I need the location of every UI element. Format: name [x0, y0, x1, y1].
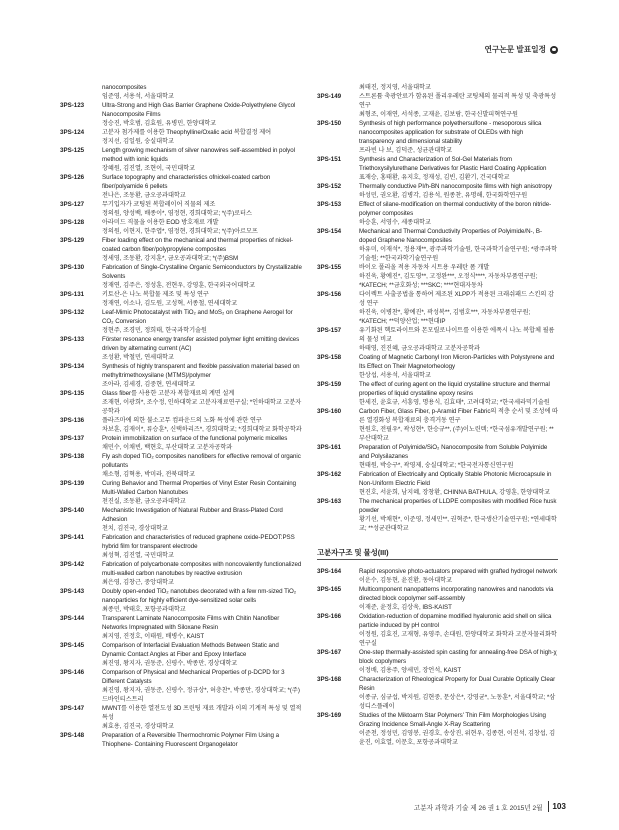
author-list: 정재연, 김주은, 정성훈, 전현우, 강영훈, 한국외국어대학교	[102, 282, 256, 289]
author-list: 하승훈, 서영수, 세종대학교	[359, 219, 431, 226]
program-entry	[317, 497, 558, 533]
author-list: 최종민, 박태호, 포항공과대학교	[102, 606, 186, 613]
program-entry	[60, 263, 303, 290]
author-list: 조성환, 박철민, 연세대학교	[102, 354, 174, 361]
session-code: 3PS-139	[60, 480, 85, 487]
program-entry	[60, 641, 303, 668]
program-entry	[317, 380, 558, 407]
paper-title: Fabrication of polycarbonate composites with noncovalently functionalized multi-walled carbon nanotubes by reactive extrusion	[102, 561, 302, 577]
author-list: 프라빈 나 보, 김덕준, 성균관대학교	[359, 147, 452, 154]
session-code: 3PS-167	[317, 649, 342, 656]
paper-title: Multicomponent nanopatterns incorporating nanowires and nanodots via directed block copolymer self-assembly	[359, 586, 554, 602]
continued-entry	[317, 83, 558, 92]
session-code: 3PS-134	[60, 363, 85, 370]
paper-title: Oxidation-reduction of dopamine modified hyaluronic acid shell on silica particle induced by pH control	[359, 613, 552, 629]
program-entry	[317, 407, 558, 443]
program-entry	[60, 704, 303, 731]
program-entry	[317, 155, 558, 182]
paper-title: Surface topography and characteristics ofnickel-coated carbon fiber/polyamide 6 pellets	[102, 174, 271, 190]
paper-title: Comparison of Interfacial Evaluation Methods Between Static and Dynamic Contact Angles at Fiber and Epoxy Interface	[102, 642, 279, 658]
program-entry	[60, 335, 303, 362]
paper-title: Characterization of Rheological Property for Dual Curable Optically Clear Resin	[359, 676, 556, 692]
session-code: 3PS-162	[317, 471, 342, 478]
page-number: 103	[552, 802, 566, 811]
paper-title: Doubly open-ended TiO₂ nanotubes decorated with a few nm-sized TiO₂ nanoparticles for highly efficient dye-sensitized solar cells	[102, 588, 297, 604]
session-code: 3PS-141	[60, 534, 85, 541]
session-code: 3PS-128	[60, 219, 85, 226]
paper-title: Coating of Magnetic Carbonyl Iron Micron-Particles with Polystyrene and Its Effect on Their Magnetorheology	[359, 354, 555, 370]
author-list: 한세진, 윤효규, 서흥영, 명용식, 김효태*, 고려대학교; *한국세라믹기술원	[359, 399, 550, 406]
paper-title: Preparation of Polyimide/SiO₂ Nanocomposite from Soluble Polyimide and Polysilazanes	[359, 444, 548, 460]
program-entry	[60, 479, 303, 506]
paper-title: Leaf-Mimic Photocatalyst with TiO₂ and MoS₂ on Graphene Aerogel for CO₂ Conversion	[102, 309, 293, 325]
author-list: 정세영, 조동환, 강지훈*, 금오공과대학교; *(주)BSM	[102, 255, 239, 262]
entry-list	[317, 92, 558, 533]
program-entry	[60, 533, 303, 560]
author-list: 하태영, 진진혜, 금오공과대학교 고분자공학과	[359, 345, 480, 352]
program-entry	[60, 452, 303, 479]
program-entry	[317, 119, 558, 155]
program-entry	[60, 434, 303, 452]
author-list: 이종규, 심규섭, 박지원, 김현중, 문상은*, 강영균*, 노동훈*, 서울대학교; *삼성디스플레이	[359, 694, 556, 710]
paper-title: 무기입자가 코팅된 복합레이어 직물의 제조	[102, 201, 216, 208]
paper-title: Carbon Fiber, Glass Fiber, p-Aramid Fiber Fabric의 적층 순서 및 조성에 따른 열경화성 복합재료의 충격거동 연구	[359, 408, 558, 424]
author-list: 정의원, 이현지, 한주엽*, 염정현, 경희대학교; *(주)아르모프	[102, 228, 258, 235]
paper-title: The effect of curing agent on the liquid crystalline structure and thermal properties of liquid crystalline epoxy resins	[359, 381, 550, 397]
author-list: 황기선, 박채현*, 이준영, 정세민**, 권혁준*, 한국생산기술연구원; *연세대학교; **성균관대학교	[359, 516, 557, 532]
session-code: 3PS-127	[60, 201, 85, 208]
program-entry	[60, 362, 303, 389]
paper-title: 스트론튬 축광안료가 함유된 폴리우레탄 코팅체의 물리적 특성 및 축광특성 연구	[359, 93, 557, 109]
program-entry	[60, 236, 303, 263]
author-list: 한상섭, 서용석, 서울대학교	[359, 372, 431, 379]
paper-title: 키토산-은 나노 복합물 제조 및 특성 연구	[102, 291, 209, 298]
paper-title: Ultra-Strong and High Gas Barrier Graphene Oxide-Polyethylene Glycol Nanocomposite Films	[102, 102, 296, 118]
paper-title: Protein immobilization on surface of the functional polymeric micelles	[102, 435, 288, 442]
program-entry	[317, 353, 558, 380]
session-code: 3PS-130	[60, 264, 85, 271]
program-entry	[60, 731, 303, 749]
author-list: 최효용, 김진국, 경상대학교	[102, 723, 174, 730]
session-code: 3PS-151	[317, 156, 342, 163]
paper-title: Fabrication of Single-Crystalline Organic Semiconductors by Crystallizable Solvents	[102, 264, 302, 280]
author-list: 조재현, 이광희*, 조수정, 인하대학교 고분자재료연구실; *인하대학교 고분자공학과	[102, 399, 302, 415]
continued-entry	[60, 83, 303, 101]
session-code: 3PS-126	[60, 174, 85, 181]
paper-title: Mechanical and Thermal Conductivity Properties of Polyimide/N-, B-doped Graphene Nanocomposites	[359, 228, 542, 244]
session-code: 3PS-132	[60, 309, 85, 316]
session-code: 3PS-140	[60, 507, 85, 514]
program-entry	[317, 326, 558, 353]
paper-title: Length growing mechanism of silver nanowires self-assembled in polyol method with ionic liquids	[102, 147, 295, 163]
program-entry	[317, 290, 558, 326]
paper-title: 다이렉트 사출공법을 통하여 제조된 XLPP가 적용된 크래쉬패드 스킨의 감성 연구	[359, 291, 554, 307]
author-list: 현태원, 박승구*, 곽영제, 숭실대학교; *한국전자통신연구원	[359, 462, 514, 469]
left-column	[60, 83, 303, 749]
program-entry	[317, 585, 558, 612]
paper-title: 아라미드 직물을 이용한 EOD 방호재료 개발	[102, 219, 219, 226]
paper-title: Glass fiber를 사용한 고분자 복합재료의 계면 설계	[102, 390, 235, 397]
session-code: 3PS-155	[317, 264, 342, 271]
session-code: 3PS-147	[60, 705, 85, 712]
paper-title: Studies of the Miktoarm Star Polymers' Thin Film Morphologies Using Grazing Incidence Small-Angle X-Ray Scattering	[359, 712, 546, 728]
paper-title: MWNT를 이용한 열전도성 3D 프린팅 재료 개발과 이의 기계적 특성 및 열적 특성	[102, 705, 302, 721]
session-code: 3PS-165	[317, 586, 342, 593]
program-entry	[317, 92, 558, 119]
session-code: 3PS-157	[317, 327, 342, 334]
bullseye-icon	[550, 46, 558, 54]
program-entry	[60, 200, 303, 218]
author-list: 차보훈, 김재이*, 류승훈*, 신택하리즈*, 경희대학교; *경희대학교 화학공학과	[102, 426, 302, 433]
paper-title: Fabrication and characteristics of reduced graphene oxide-PEDOT:PSS hybrid film for transparent electrode	[102, 534, 295, 550]
author-list: 정지선, 김일원, 숭실대학교	[102, 138, 174, 145]
session-code: 3PS-146	[60, 669, 85, 676]
paper-title: Curing Behavior and Thermal Properties of Vinyl Ester Resin Containing Multi-Walled Carbon Nanotubes	[102, 480, 297, 496]
program-entry	[60, 587, 303, 614]
author-list: 이재준, 윤정호, 김상욱, IBS-KAIST	[359, 604, 452, 611]
session-code: 3PS-136	[60, 417, 85, 424]
session-code: 3PS-164	[317, 568, 342, 575]
program-entry	[317, 182, 558, 200]
paper-title: 고분자 첨가제를 이용한 Theophylline/Oxalic acid 복합결정 제어	[102, 129, 272, 136]
program-entry	[317, 263, 558, 290]
paper-title: Comparison of Physical and Mechanical Properties of p-DCPD for 3 Different Catalysts	[102, 669, 285, 685]
author-list: 정의원, 양성백, 배종이*, 염정현, 경희대학교; *(주)로터스	[102, 210, 252, 217]
program-entry	[60, 173, 303, 200]
author-list: 최성혁, 김진열, 국민대학교	[102, 552, 174, 559]
author-list: 채민수, 이채빈, 백현호, 부산대학교 고분자공학과	[102, 444, 233, 451]
author-list: 하유미, 이재석*, 정용재**, 광주과학기술원, 한국과학기술연구원; *광주과학기술원; **한국과학기술연구원	[359, 246, 558, 262]
program-entry	[60, 668, 303, 704]
session-code: 3PS-168	[317, 676, 342, 683]
program-entry	[60, 389, 303, 416]
author-list: 최은영, 김창근, 중앙대학교	[102, 579, 174, 586]
program-entry	[317, 227, 558, 263]
program-entry	[60, 146, 303, 173]
paper-title: Fabrication of Electrically and Optically Stable Photonic Microcapsule in Non-Uniform Electric Field	[359, 471, 552, 487]
paper-title: Synthesis of highly transparent and flexible passivation material based on methyltrimethoxysilane (MTMS)/polymer	[102, 363, 300, 379]
paper-title: Transparent Laminate Nanocomposite Films with Chitin Nanofiber Networks Impregnated with Siloxane Resin	[102, 615, 280, 631]
author-list: 하진욱, 이병찬*, 황예진*, 곽성복**, 김범호***, 자동차부품연구원; *KATECH; **덕양산업; ***현대IP	[359, 309, 531, 325]
session-code: 3PS-154	[317, 228, 342, 235]
program-entry	[317, 711, 558, 747]
program-entry	[60, 218, 303, 236]
author-list: 현진호, 서윤희, 남지혜, 장창환, CHINNA BATHULA, 강영훈, 한양대학교	[359, 489, 551, 496]
author-list: 조아라, 김세경, 김중현, 연세대학교	[102, 381, 195, 388]
session-code: 3PS-142	[60, 561, 85, 568]
program-entry	[60, 308, 303, 335]
author-list: 이정배, 김용주, 양세민, 장언석, KAIST	[359, 667, 462, 674]
session-code: 3PS-133	[60, 336, 85, 343]
author-list: 채소형, 김혁용, 박미라, 전북대학교	[102, 471, 195, 478]
author-list: 이운수, 김동현, 윤진환, 동아대학교	[359, 577, 452, 584]
program-entry	[317, 200, 558, 227]
author-list: 최형조, 이재연, 서석종, 고재윤, 김보람, 한국신발피혁연구원	[359, 111, 518, 118]
author-list: 최진영, 왕지자, 권동준, 신평수, 정규상*, 허충찬*, 박종만, 경상대학교; *(주)드바인티스트리	[102, 687, 300, 703]
session-code: 3PS-149	[317, 93, 342, 100]
program-entry	[317, 567, 558, 585]
session-code: 3PS-152	[317, 183, 342, 190]
program-entry	[317, 648, 558, 675]
program-entry	[317, 443, 558, 470]
paper-title: Effect of silane-modification on thermal conductivity of the boron nitride-polymer composites	[359, 201, 552, 217]
paper-title: One-step thermally-assisted spin casting for annealing-free DSA of high-χ block copolymers	[359, 649, 557, 665]
program-entry	[60, 128, 303, 146]
author-list: 표재승, 홍태환, 유지호, 정재성, 김빈, 김환기, 건국대학교	[359, 174, 510, 181]
footer-divider	[548, 801, 549, 812]
session-code: 3PS-135	[60, 390, 85, 397]
page-header	[484, 44, 558, 55]
session-code: 3PS-138	[60, 453, 85, 460]
session-code: 3PS-131	[60, 291, 85, 298]
session-code: 3PS-153	[317, 201, 342, 208]
paper-title: Preparation of a Reversible Thermochromic Polymer Film Using a Thiophene- Containing Fluorescent Organogelator	[102, 732, 279, 748]
author-list: 정재연, 이소나, 김도원, 고성혁, 서종철, 연세대학교	[102, 300, 238, 307]
author-list: 정현주, 조경민, 정희태, 한국과학기술원	[102, 327, 207, 334]
session-code: 3PS-125	[60, 147, 85, 154]
program-entry	[60, 290, 303, 308]
author-list: 하진욱, 황예진*, 김도영**, 고정완***, 오정식****, 자동차부품연구원; *KATECH; **금호화성; ***SKC; ****현대자동차	[359, 273, 538, 289]
author-list: 최지영, 진정호, 이태원, 배병수, KAIST	[102, 633, 205, 640]
session-code: 3PS-169	[317, 712, 342, 719]
program-entry	[60, 506, 303, 533]
page-header-title: 연구논문 발표일정	[484, 45, 546, 54]
paper-title: Förster resonance energy transfer assisted polymer light emitting devices driven by alternating current (AC)	[102, 336, 300, 352]
paper-title: The mechanical properties of LLDPE composites with modified Rice husk powder	[359, 498, 557, 514]
paper-title: nanocomposites	[102, 84, 147, 91]
entry-list	[60, 101, 303, 749]
program-entry	[317, 612, 558, 648]
session-code: 3PS-143	[60, 588, 85, 595]
session-code: 3PS-150	[317, 120, 342, 127]
paper-title: 바이오 폴리올 적용 자동차 시트용 우레탄 폼 개발	[359, 264, 490, 271]
entry-list	[317, 567, 558, 747]
author-list: 최태진, 정지영, 서울대학교	[359, 84, 431, 91]
right-column	[317, 83, 558, 747]
paper-title: Synthesis of high performance polyethersulfone - mesoporous silica nanocomposites application for substrate of OLEDs with high transparency and dimensional stability	[359, 120, 542, 145]
program-entry	[60, 614, 303, 641]
session-code: 3PS-158	[317, 354, 342, 361]
author-list: 하성민, 권오환, 김병각, 김용석, 원종찬, 유명해, 한국화학연구원	[359, 192, 528, 199]
paper-title: Thermally conductive PI/h-BN nanocomposite films with high anisotropy	[359, 183, 552, 190]
paper-title: Synthesis and Characterization of Sol-Gel Materials from Triethoxysilylurethane Derivatives for Plastic Hard Coating Application	[359, 156, 547, 172]
program-entry	[60, 560, 303, 587]
paper-title: Rapid responsive photo-actuators prepared with grafted hydrogel network	[359, 568, 558, 575]
program-entry	[317, 470, 558, 497]
program-entry	[60, 416, 303, 434]
author-list: 천진실, 조동환, 금오공과대학교	[102, 498, 186, 505]
session-code: 3PS-137	[60, 435, 85, 442]
footer-journal: 고분자 과학과 기술 제 26 권 1 호 2015년 2월	[413, 804, 543, 812]
session-code: 3PS-144	[60, 615, 85, 622]
page-footer	[414, 801, 566, 812]
session-code: 3PS-163	[317, 498, 342, 505]
session-code: 3PS-161	[317, 444, 342, 451]
program-entry	[317, 675, 558, 711]
paper-title: 유기화된 헥토라이트와 몬모릴로나이트를 이용한 에폭시 나노 복합체 필름의 물성 비교	[359, 327, 555, 343]
session-code: 3PS-123	[60, 102, 85, 109]
paper-title: 플라즈마에 의한 불소고무 컴파운드의 노화 특성에 관한 연구	[102, 417, 262, 424]
session-code: 3PS-159	[317, 381, 342, 388]
program-entry	[60, 101, 303, 128]
section-heading: 고분자구조 및 물성(III)	[317, 548, 558, 560]
session-code: 3PS-148	[60, 732, 85, 739]
session-code: 3PS-129	[60, 237, 85, 244]
author-list: 최진영, 왕지자, 권동준, 신평수, 박종만, 경상대학교	[102, 660, 238, 667]
session-code: 3PS-156	[317, 291, 342, 298]
author-list: 현원호, 전필우*, 곽성현*, 한승규**, (주)이노린텍; *한국섬유개발연구원; **부산대학교	[359, 426, 554, 442]
author-list: 정승진, 박호범, 김효원, 유병민, 한양대학교	[102, 120, 217, 127]
session-code: 3PS-124	[60, 129, 85, 136]
author-list: 임준영, 서용석, 서울대학교	[102, 93, 174, 100]
session-code: 3PS-145	[60, 642, 85, 649]
paper-title: Fiber loading effect on the mechanical and thermal properties of nickel-coated carbon fiber/polypropylene composites	[102, 237, 293, 253]
author-list: 장혜원, 김진열, 조현이, 국민대학교	[102, 165, 195, 172]
author-list: 이준천, 정성민, 김영봉, 권경호, 송상진, 위현우, 김종현, 이진석, 김창섭, 김윤진, 이효열, 이문호, 포항공과대학교	[359, 730, 556, 746]
paper-title: Fly ash doped TiO₂ composites nanofibers for effective removal of organic pollutants	[102, 453, 301, 469]
session-code: 3PS-160	[317, 408, 342, 415]
author-list: 천치, 김진국, 경상대학교	[102, 525, 168, 532]
author-list: 전나은, 조동환, 금오공과대학교	[102, 192, 186, 199]
paper-title: Mechanistic Investigation of Natural Rubber and Brass-Plated Cord Adhesion	[102, 507, 283, 523]
author-list: 이정원, 김효진, 고재형, 유영주, 손대원, 한양대학교 화학과 고분자물리화학 연구실	[359, 631, 557, 647]
session-code: 3PS-166	[317, 613, 342, 620]
